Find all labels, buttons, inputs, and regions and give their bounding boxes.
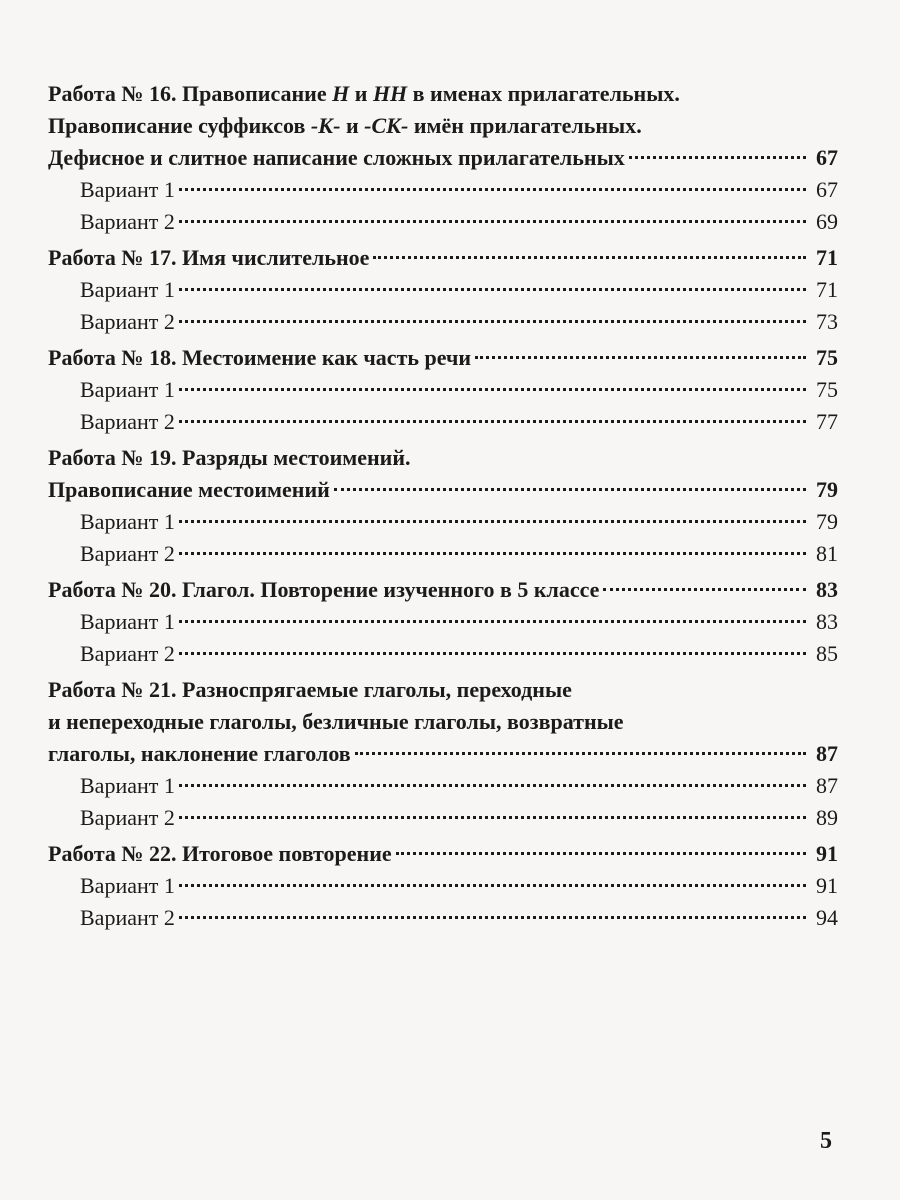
toc-page-number: 71 [816, 277, 838, 302]
dot-leader [179, 652, 806, 655]
toc-page-number: 67 [816, 145, 838, 170]
toc-heading-line [48, 442, 838, 474]
toc-heading-fragment: в именах прилагательных. [407, 81, 680, 106]
toc-heading-line [48, 706, 838, 738]
toc-page-number: 79 [816, 477, 838, 502]
toc-heading-fragment: Работа № 22. Итоговое повторение [48, 841, 392, 866]
toc-heading-fragment: и [349, 81, 373, 106]
toc-page-number: 81 [816, 541, 838, 566]
toc-variant-label: Вариант 1 [80, 177, 175, 202]
toc-heading-fragment: Работа № 16. Правописание [48, 81, 333, 106]
toc-heading-text [48, 706, 624, 738]
toc-heading-fragment: и непереходные глаголы, безличные глаголы, возвратные [48, 709, 624, 734]
toc-heading-line [48, 738, 838, 770]
dot-leader [179, 520, 806, 523]
toc-heading-fragment: имён прилагательных. [408, 113, 642, 138]
toc-heading-line [48, 474, 838, 506]
toc-page-number: 73 [816, 309, 838, 334]
toc-heading-line [48, 342, 838, 374]
toc-heading-fragment: НН [372, 81, 408, 106]
toc-page-number: 91 [816, 873, 838, 898]
toc-variant-line [48, 770, 838, 802]
toc-variant-label: Вариант 2 [80, 805, 175, 830]
toc-heading-fragment: -СК- [364, 113, 409, 138]
toc-heading-text [48, 110, 642, 142]
toc-heading-text [48, 738, 351, 770]
toc-page-number: 85 [816, 641, 838, 666]
dot-leader [179, 552, 806, 555]
toc-page-number: 89 [816, 805, 838, 830]
page-number: 5 [820, 1128, 832, 1154]
dot-leader [629, 156, 806, 159]
toc-page-number: 83 [816, 609, 838, 634]
toc-heading-line [48, 142, 838, 174]
toc-page-number: 77 [816, 409, 838, 434]
dot-leader [179, 388, 806, 391]
toc-heading-fragment: -К- [310, 113, 341, 138]
toc-entry [48, 574, 838, 670]
toc-page-number: 75 [816, 377, 838, 402]
dot-leader [179, 884, 806, 887]
toc-variant-label: Вариант 2 [80, 641, 175, 666]
dot-leader [179, 620, 806, 623]
dot-leader [179, 784, 806, 787]
toc-heading-text [48, 242, 369, 274]
toc-variant-line [48, 174, 838, 206]
toc-variant-line [48, 606, 838, 638]
toc-variant-label: Вариант 1 [80, 773, 175, 798]
toc-page-number: 71 [816, 245, 838, 270]
toc-variant-label: Вариант 2 [80, 409, 175, 434]
toc-heading-fragment: Дефисное и слитное написание сложных прилагательных [48, 145, 625, 170]
toc-variant-line [48, 902, 838, 934]
toc-page-number: 69 [816, 209, 838, 234]
toc-page-number: 75 [816, 345, 838, 370]
toc-heading-text [48, 78, 680, 110]
toc-heading-line [48, 574, 838, 606]
toc-heading-fragment: Работа № 21. Разноспрягаемые глаголы, переходные [48, 677, 572, 702]
toc-variant-line [48, 274, 838, 306]
dot-leader [373, 256, 806, 259]
toc-heading-line [48, 674, 838, 706]
dot-leader [603, 588, 806, 591]
toc-heading-fragment: Н [332, 81, 350, 106]
toc-page-number: 87 [816, 741, 838, 766]
dot-leader [179, 916, 806, 919]
toc-variant-line [48, 638, 838, 670]
toc-entry [48, 342, 838, 438]
toc-variant-label: Вариант 1 [80, 873, 175, 898]
toc-entry [48, 78, 838, 238]
toc-variant-line [48, 870, 838, 902]
toc-page-number: 67 [816, 177, 838, 202]
table-of-contents [48, 78, 838, 938]
toc-heading-line [48, 110, 838, 142]
toc-page-number: 79 [816, 509, 838, 534]
toc-variant-line [48, 306, 838, 338]
toc-variant-line [48, 506, 838, 538]
toc-heading-fragment: и [340, 113, 365, 138]
toc-variant-label: Вариант 1 [80, 377, 175, 402]
toc-entry [48, 674, 838, 834]
toc-variant-label: Вариант 2 [80, 309, 175, 334]
toc-entry [48, 442, 838, 570]
dot-leader [179, 188, 806, 191]
dot-leader [179, 220, 806, 223]
toc-page-number: 83 [816, 577, 838, 602]
dot-leader [396, 852, 806, 855]
toc-heading-text [48, 474, 330, 506]
toc-heading-text [48, 674, 572, 706]
toc-heading-text [48, 442, 411, 474]
toc-heading-fragment: глаголы, наклонение глаголов [48, 741, 351, 766]
toc-entry [48, 242, 838, 338]
toc-variant-label: Вариант 2 [80, 905, 175, 930]
toc-variant-label: Вариант 1 [80, 609, 175, 634]
toc-variant-line [48, 206, 838, 238]
toc-heading-fragment: Работа № 17. Имя числительное [48, 245, 370, 270]
dot-leader [179, 288, 806, 291]
toc-variant-label: Вариант 1 [80, 277, 175, 302]
toc-heading-fragment: Работа № 19. Разряды местоимений. [48, 445, 411, 470]
toc-heading-fragment: Правописание суффиксов [48, 113, 311, 138]
toc-variant-line [48, 406, 838, 438]
toc-heading-fragment: Правописание местоимений [48, 477, 330, 502]
dot-leader [179, 320, 806, 323]
toc-variant-label: Вариант 1 [80, 509, 175, 534]
toc-heading-line [48, 838, 838, 870]
toc-variant-line [48, 802, 838, 834]
toc-variant-line [48, 538, 838, 570]
toc-heading-line [48, 78, 838, 110]
toc-page-number: 87 [816, 773, 838, 798]
toc-heading-text [48, 342, 471, 374]
dot-leader [334, 488, 806, 491]
toc-entry [48, 838, 838, 934]
toc-page-number: 94 [816, 905, 838, 930]
toc-heading-fragment: Работа № 18. Местоимение как часть речи [48, 345, 472, 370]
dot-leader [179, 420, 806, 423]
dot-leader [355, 752, 806, 755]
toc-variant-line [48, 374, 838, 406]
dot-leader [475, 356, 806, 359]
toc-heading-line [48, 242, 838, 274]
toc-heading-text [48, 574, 599, 606]
toc-heading-text [48, 838, 392, 870]
toc-page-number: 91 [816, 841, 838, 866]
toc-heading-fragment: Работа № 20. Глагол. Повторение изученного в 5 классе [48, 577, 600, 602]
toc-variant-label: Вариант 2 [80, 541, 175, 566]
toc-variant-label: Вариант 2 [80, 209, 175, 234]
dot-leader [179, 816, 806, 819]
toc-heading-text [48, 142, 625, 174]
